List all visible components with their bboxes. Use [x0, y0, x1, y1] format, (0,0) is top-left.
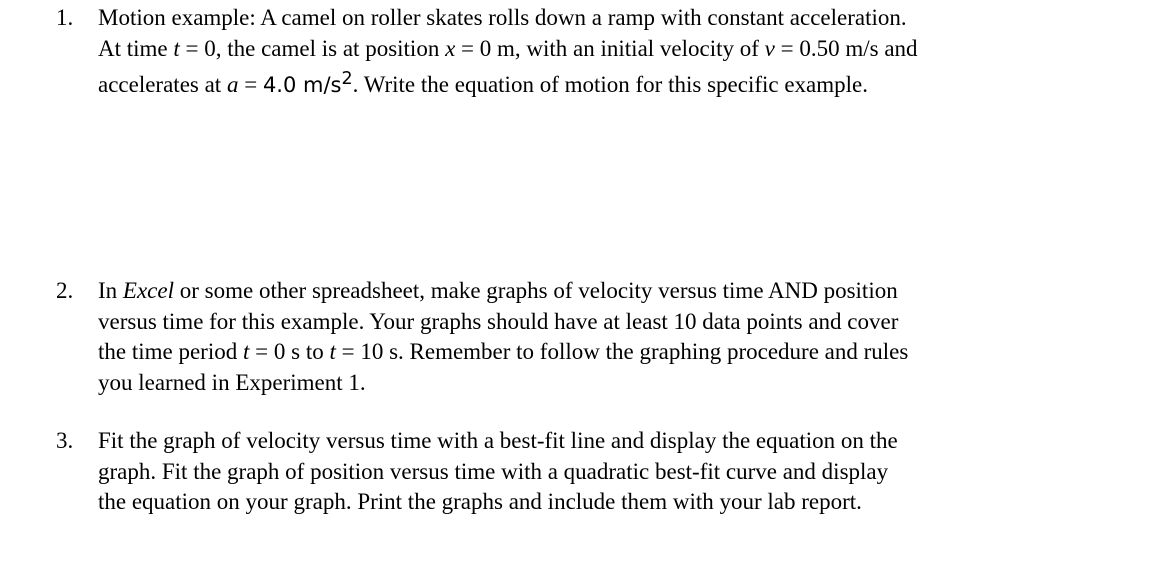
text-run: Fit the graph of velocity versus time with a best-fit line and display the equation on the: [98, 428, 898, 453]
question-number: 3.: [56, 428, 74, 453]
text-run: versus time for this example. Your graphs should have at least 10 data points and cover: [98, 308, 899, 334]
question-2-line-4: [98, 368, 1156, 399]
variable-t: t: [243, 339, 250, 364]
text-run: = 10 s. Remember to follow the graphing procedure and rules: [335, 339, 909, 364]
variable-a: a: [226, 72, 239, 97]
question-1-line-2: [98, 34, 1156, 65]
text-run: or some other spreadsheet, make graphs of velocity versus time AND position: [174, 278, 898, 303]
text-run: = 0 s to: [249, 339, 330, 364]
text-run: = 0.50 m/s and: [774, 35, 918, 61]
question-3-line-2: [98, 457, 1156, 488]
text-run: =: [238, 72, 263, 97]
text-run: At time: [98, 35, 174, 61]
text-run: = 0, the camel is at position: [179, 35, 446, 61]
question-1-line-3: [98, 64, 1156, 101]
question-1: [56, 3, 1156, 101]
question-number: 1.: [56, 5, 74, 30]
acceleration-unit: 4.0 m/s: [262, 73, 342, 97]
variable-t: t: [173, 35, 180, 61]
question-number: 2.: [56, 278, 74, 303]
text-run: . Write the equation of motion for this specific example.: [352, 72, 868, 97]
variable-x: x: [445, 35, 456, 61]
variable-t: t: [329, 339, 336, 364]
exponent: 2: [341, 69, 353, 89]
text-run: In: [98, 278, 123, 303]
text-run: accelerates at: [98, 72, 227, 97]
text-run: the equation on your graph. Print the graphs and include them with your lab report.: [98, 489, 862, 514]
question-2-line-3: [98, 337, 1156, 368]
question-3: [56, 426, 1156, 518]
text-run: you learned in Experiment 1.: [98, 369, 366, 395]
excel-italic: Excel: [122, 278, 174, 303]
question-2: [56, 276, 1156, 398]
acceleration-value: [262, 69, 353, 97]
question-1-line-1: [98, 3, 1156, 34]
text-run: Motion example: A camel on roller skates rolls down a ramp with constant acceleration.: [98, 5, 907, 30]
question-3-line-3: [98, 487, 1156, 518]
text-run: graph. Fit the graph of position versus time with a quadratic best-fit curve and display: [98, 458, 889, 484]
question-2-line-2: [98, 307, 1156, 338]
text-run: = 0 m, with an initial velocity of: [455, 35, 765, 61]
question-3-line-1: [98, 426, 1156, 457]
variable-v: v: [764, 35, 775, 61]
question-2-line-1: [98, 276, 1156, 307]
text-run: the time period: [98, 339, 243, 364]
